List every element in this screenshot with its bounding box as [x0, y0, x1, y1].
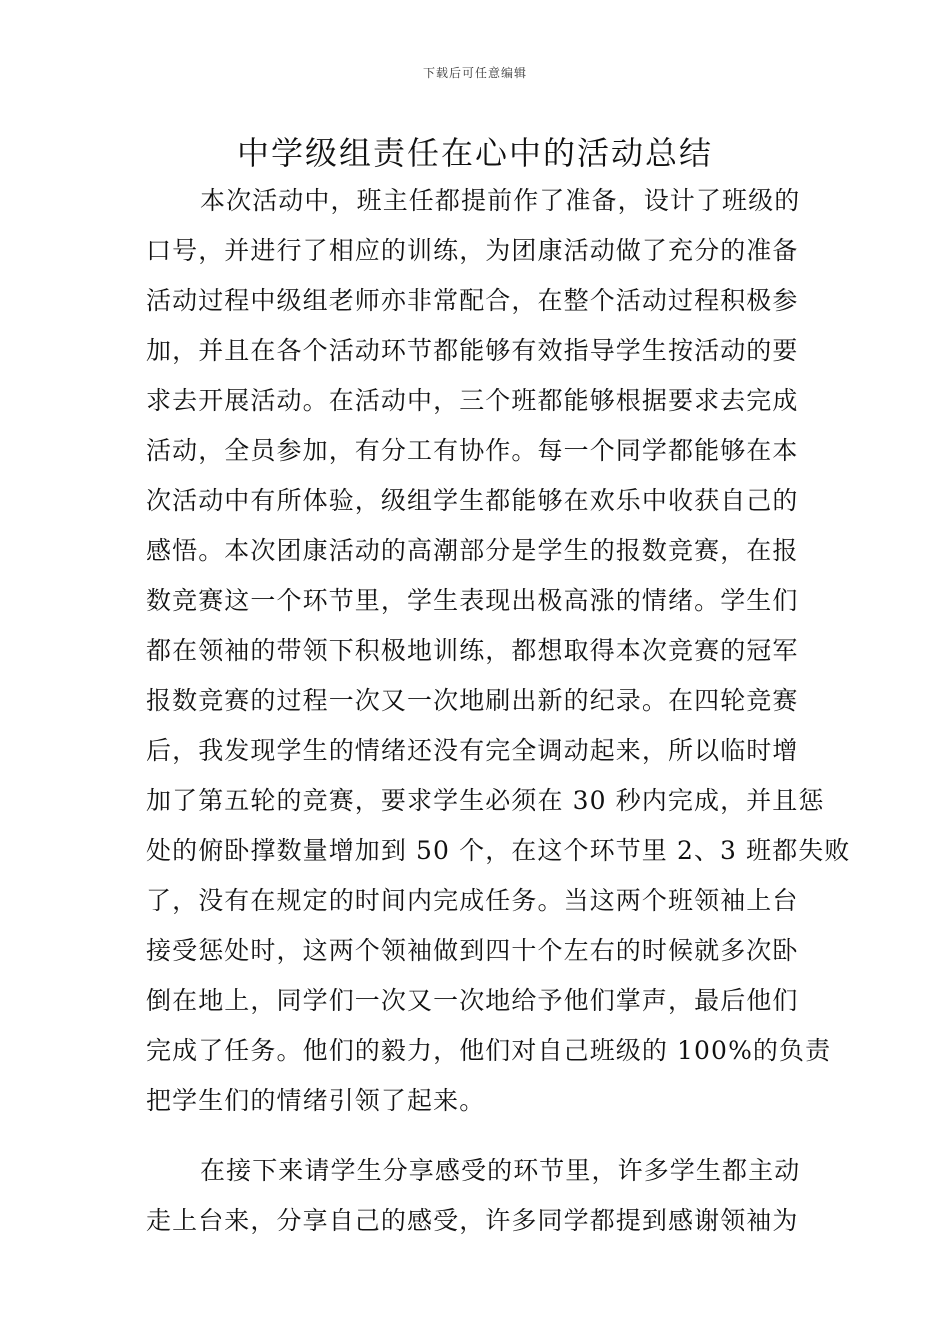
header-note: 下载后可任意编辑 — [422, 66, 527, 80]
document-title: 中学级组责任在心中的活动总结 — [236, 134, 713, 172]
paragraph-line: 报数竞赛的过程一次又一次地刷出新的纪录。在四轮竞赛 — [146, 686, 799, 715]
paragraph-2 — [146, 1146, 808, 1246]
paragraph-line: 走上台来，分享自己的感受，许多同学都提到感谢领袖为 — [146, 1206, 799, 1235]
paragraph-line: 次活动中有所体验，级组学生都能够在欢乐中收获自己的 — [146, 486, 799, 515]
paragraph-line: 完成了任务。他们的毅力，他们对自己班级的 100%的负责 — [146, 1036, 832, 1065]
paragraph-line: 倒在地上，同学们一次又一次地给予他们掌声，最后他们 — [146, 986, 799, 1015]
paragraph-line: 本次活动中，班主任都提前作了准备，设计了班级的 — [200, 186, 801, 215]
paragraph-1 — [146, 176, 851, 1126]
paragraph-line: 在接下来请学生分享感受的环节里，许多学生都主动 — [200, 1156, 801, 1185]
paragraph-spacer — [146, 1126, 808, 1146]
paragraph-line: 后，我发现学生的情绪还没有完全调动起来，所以临时增 — [146, 736, 799, 765]
paragraph-line: 了，没有在规定的时间内完成任务。当这两个班领袖上台 — [146, 886, 799, 915]
paragraph-line: 把学生们的情绪引领了起来。 — [146, 1086, 486, 1115]
paragraph-line: 求去开展活动。在活动中，三个班都能够根据要求去完成 — [146, 386, 799, 415]
paragraph-line: 口号，并进行了相应的训练，为团康活动做了充分的准备 — [146, 236, 799, 265]
paragraph-line: 加了第五轮的竞赛，要求学生必须在 30 秒内完成，并且惩 — [146, 786, 825, 815]
document-body — [146, 176, 851, 1246]
paragraph-line: 接受惩处时，这两个领袖做到四十个左右的时候就多次卧 — [146, 936, 799, 965]
paragraph-line: 数竞赛这一个环节里，学生表现出极高涨的情绪。学生们 — [146, 586, 799, 615]
paragraph-line: 加，并且在各个活动环节都能够有效指导学生按活动的要 — [146, 336, 799, 365]
paragraph-line: 活动，全员参加，有分工有协作。每一个同学都能够在本 — [146, 436, 799, 465]
paragraph-line: 活动过程中级组老师亦非常配合，在整个活动过程积极参 — [146, 286, 799, 315]
paragraph-line: 处的俯卧撑数量增加到 50 个，在这个环节里 2、3 班都失败 — [146, 836, 851, 865]
paragraph-line: 感悟。本次团康活动的高潮部分是学生的报数竞赛，在报 — [146, 536, 799, 565]
paragraph-line: 都在领袖的带领下积极地训练，都想取得本次竞赛的冠军 — [146, 636, 799, 665]
